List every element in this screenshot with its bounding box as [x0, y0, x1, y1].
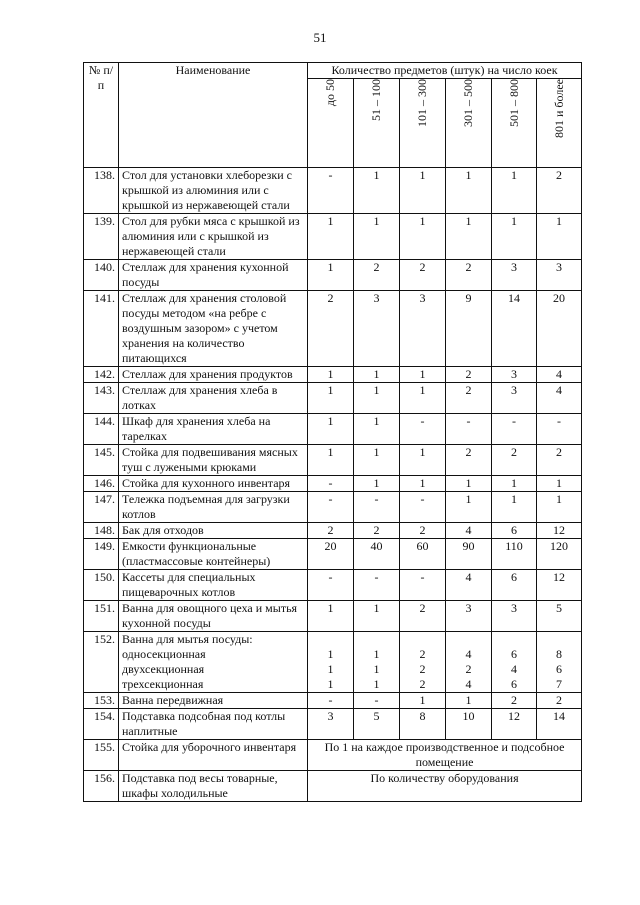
row-value	[308, 632, 354, 693]
row-value: -	[308, 570, 354, 601]
table-row	[84, 168, 582, 214]
row-value: 2	[354, 523, 400, 539]
row-value: -	[354, 570, 400, 601]
row-value: -	[400, 570, 446, 601]
row-value: 1	[400, 168, 446, 214]
row-value: 1	[537, 492, 582, 523]
row-value: 12	[537, 570, 582, 601]
row-value	[400, 632, 446, 693]
row-value: 9	[446, 291, 492, 367]
row-number: 145.	[84, 445, 119, 476]
row-name: Стол для рубки мяса с крышкой из алюминия или с крышкой из нержавеющей стали	[119, 214, 308, 260]
table-row	[84, 523, 582, 539]
header-name: Наименование	[119, 63, 308, 168]
row-value: 1	[308, 601, 354, 632]
row-value: 1	[446, 476, 492, 492]
table-row	[84, 476, 582, 492]
row-name: Шкаф для хранения хлеба на тарелках	[119, 414, 308, 445]
row-value: 1	[354, 476, 400, 492]
row-name: Стойка для подвешивания мясных туш с лужеными крюками	[119, 445, 308, 476]
row-value: 1	[400, 476, 446, 492]
row-subitem-value: 1	[373, 677, 380, 691]
row-value: 4	[446, 570, 492, 601]
row-name: Ванна передвижная	[119, 693, 308, 709]
row-value: 3	[492, 601, 537, 632]
row-name: Ванна для овощного цеха и мытья кухонной посуды	[119, 601, 308, 632]
table-row	[84, 445, 582, 476]
header-num: № п/п	[84, 63, 119, 168]
row-value: 2	[446, 445, 492, 476]
row-value: 60	[400, 539, 446, 570]
row-value	[492, 632, 537, 693]
row-number: 141.	[84, 291, 119, 367]
row-value: 5	[354, 709, 400, 740]
row-value: 3	[446, 601, 492, 632]
row-value: 1	[308, 214, 354, 260]
row-value: 1	[400, 445, 446, 476]
row-value: 1	[308, 383, 354, 414]
row-value: 12	[537, 523, 582, 539]
row-name: Стеллаж для хранения столовой посуды методом «на ребре с воздушным зазором» с учетом хранения на количество питающихся	[119, 291, 308, 367]
row-number: 156.	[84, 771, 119, 802]
row-value: 1	[537, 214, 582, 260]
row-name: Стеллаж для хранения продуктов	[119, 367, 308, 383]
row-value: 1	[400, 693, 446, 709]
row-subitem-value: 4	[465, 677, 472, 691]
page-number: 51	[313, 30, 327, 45]
table-row	[84, 367, 582, 383]
row-value: 3	[492, 367, 537, 383]
row-number: 154.	[84, 709, 119, 740]
table-row	[84, 260, 582, 291]
row-value: 2	[537, 445, 582, 476]
row-value: 1	[354, 445, 400, 476]
row-value: 2	[446, 260, 492, 291]
row-span-value: По количеству оборудования	[308, 771, 582, 802]
row-value: 2	[492, 445, 537, 476]
row-value: 3	[354, 291, 400, 367]
table-body	[84, 168, 582, 802]
row-value: 1	[308, 260, 354, 291]
row-value: 1	[308, 414, 354, 445]
table-row	[84, 492, 582, 523]
row-number: 140.	[84, 260, 119, 291]
row-value: 1	[446, 693, 492, 709]
row-value: 2	[537, 168, 582, 214]
row-value: 90	[446, 539, 492, 570]
row-subitem-value: 1	[327, 677, 334, 691]
header-group: Количество предметов (штук) на число коек	[308, 63, 582, 79]
row-value: 2	[400, 601, 446, 632]
row-value: 8	[400, 709, 446, 740]
row-value: 1	[354, 414, 400, 445]
row-subitem-label: двухсекционная	[122, 662, 205, 676]
row-value: 40	[354, 539, 400, 570]
row-subitem-value: 7	[556, 677, 563, 691]
row-number: 146.	[84, 476, 119, 492]
row-value: -	[492, 414, 537, 445]
table-row	[84, 632, 582, 693]
row-number: 150.	[84, 570, 119, 601]
row-value: 3	[308, 709, 354, 740]
row-number: 144.	[84, 414, 119, 445]
row-value: 5	[537, 601, 582, 632]
row-value	[354, 632, 400, 693]
row-subitem-value: 2	[465, 662, 472, 676]
row-span-value: По 1 на каждое производственное и подсобное помещение	[308, 740, 582, 771]
row-number: 152.	[84, 632, 119, 693]
row-name: Тележка подъемная для загрузки котлов	[119, 492, 308, 523]
row-value: 2	[354, 260, 400, 291]
row-value: 1	[354, 214, 400, 260]
header-row	[84, 63, 582, 79]
table-row	[84, 291, 582, 367]
row-name: Подставка подсобная под котлы наплитные	[119, 709, 308, 740]
table-row	[84, 539, 582, 570]
row-value: 1	[492, 492, 537, 523]
row-value: 1	[354, 601, 400, 632]
table-row	[84, 214, 582, 260]
row-value: 3	[492, 383, 537, 414]
equipment-table	[83, 62, 582, 802]
row-value: 1	[492, 168, 537, 214]
header-col: 501 – 800	[492, 79, 537, 168]
row-number: 155.	[84, 740, 119, 771]
row-value: 20	[308, 539, 354, 570]
row-value: 110	[492, 539, 537, 570]
row-number: 139.	[84, 214, 119, 260]
row-value: 4	[537, 383, 582, 414]
row-number: 148.	[84, 523, 119, 539]
row-value: 1	[400, 367, 446, 383]
row-value: -	[354, 492, 400, 523]
row-value: 120	[537, 539, 582, 570]
row-value: -	[400, 492, 446, 523]
row-value	[537, 632, 582, 693]
row-value: 20	[537, 291, 582, 367]
row-subitem-value: 6	[556, 662, 563, 676]
row-value: 2	[446, 383, 492, 414]
row-number: 151.	[84, 601, 119, 632]
row-subitem-label: односекционная	[122, 647, 206, 661]
row-value: 2	[308, 291, 354, 367]
row-value: 1	[446, 214, 492, 260]
row-number: 149.	[84, 539, 119, 570]
row-value: 1	[308, 367, 354, 383]
row-value: 14	[537, 709, 582, 740]
row-value	[446, 632, 492, 693]
row-subitem-value: 6	[511, 677, 517, 691]
row-value: 3	[400, 291, 446, 367]
row-value: 1	[446, 492, 492, 523]
table-row	[84, 383, 582, 414]
row-value: 1	[400, 383, 446, 414]
row-value: 2	[308, 523, 354, 539]
header-col: 51 – 100	[354, 79, 400, 168]
row-subitem-value: 8	[556, 647, 563, 661]
row-subitem-value: 1	[327, 662, 334, 676]
row-value: -	[354, 693, 400, 709]
row-number: 147.	[84, 492, 119, 523]
row-name: Емкости функциональные (пластмассовые контейнеры)	[119, 539, 308, 570]
row-subitem-value: 4	[511, 662, 517, 676]
row-name: Стеллаж для хранения кухонной посуды	[119, 260, 308, 291]
row-value: -	[308, 693, 354, 709]
row-subitem-value: 1	[373, 647, 380, 661]
row-value: 1	[400, 214, 446, 260]
row-value: 3	[492, 260, 537, 291]
table-row	[84, 771, 582, 802]
row-subitem-value: 1	[327, 647, 334, 661]
row-value: -	[537, 414, 582, 445]
table-row	[84, 414, 582, 445]
row-value: 4	[537, 367, 582, 383]
row-name	[119, 632, 308, 693]
row-value: 2	[537, 693, 582, 709]
row-name: Кассеты для специальных пищеварочных котлов	[119, 570, 308, 601]
row-value: 14	[492, 291, 537, 367]
row-value: 3	[537, 260, 582, 291]
row-value: -	[446, 414, 492, 445]
row-value: 12	[492, 709, 537, 740]
row-subitem-value: 4	[465, 647, 472, 661]
row-number: 138.	[84, 168, 119, 214]
row-value: 4	[446, 523, 492, 539]
row-subitem-value: 2	[419, 677, 426, 691]
row-subitem-value: 2	[419, 662, 426, 676]
row-value: 1	[354, 383, 400, 414]
row-value: 1	[308, 445, 354, 476]
row-value: 1	[354, 168, 400, 214]
row-value: 1	[492, 476, 537, 492]
table-row	[84, 570, 582, 601]
row-name: Подставка под весы товарные, шкафы холодильные	[119, 771, 308, 802]
header-col: 101 – 300	[400, 79, 446, 168]
row-value: -	[308, 492, 354, 523]
row-value: 2	[400, 523, 446, 539]
row-subitem-label: трехсекционная	[122, 677, 204, 691]
row-name: Стол для установки хлеборезки с крышкой из алюминия или с крышкой из нержавеющей стали	[119, 168, 308, 214]
header-col: 301 – 500	[446, 79, 492, 168]
row-value: 1	[354, 367, 400, 383]
row-number: 153.	[84, 693, 119, 709]
row-subtitle: Ванна для мытья посуды:	[122, 632, 253, 646]
row-name: Стеллаж для хранения хлеба в лотках	[119, 383, 308, 414]
row-value: 2	[492, 693, 537, 709]
row-value: -	[308, 168, 354, 214]
row-value: 1	[446, 168, 492, 214]
row-name: Бак для отходов	[119, 523, 308, 539]
row-value: 10	[446, 709, 492, 740]
row-value: -	[308, 476, 354, 492]
row-value: 6	[492, 570, 537, 601]
row-value: 1	[492, 214, 537, 260]
row-number: 142.	[84, 367, 119, 383]
table-row	[84, 601, 582, 632]
table-row	[84, 740, 582, 771]
row-value: 1	[537, 476, 582, 492]
row-name: Стойка для кухонного инвентаря	[119, 476, 308, 492]
header-col: 801 и более	[537, 79, 582, 168]
row-subitem-value: 6	[511, 647, 517, 661]
row-value: 2	[400, 260, 446, 291]
table-row	[84, 709, 582, 740]
row-value: 2	[446, 367, 492, 383]
header-col: до 50	[308, 79, 354, 168]
table-row	[84, 693, 582, 709]
row-name: Стойка для уборочного инвентаря	[119, 740, 308, 771]
row-value: 6	[492, 523, 537, 539]
row-number: 143.	[84, 383, 119, 414]
row-value: -	[400, 414, 446, 445]
row-subitem-value: 1	[373, 662, 380, 676]
row-subitem-value: 2	[419, 647, 426, 661]
